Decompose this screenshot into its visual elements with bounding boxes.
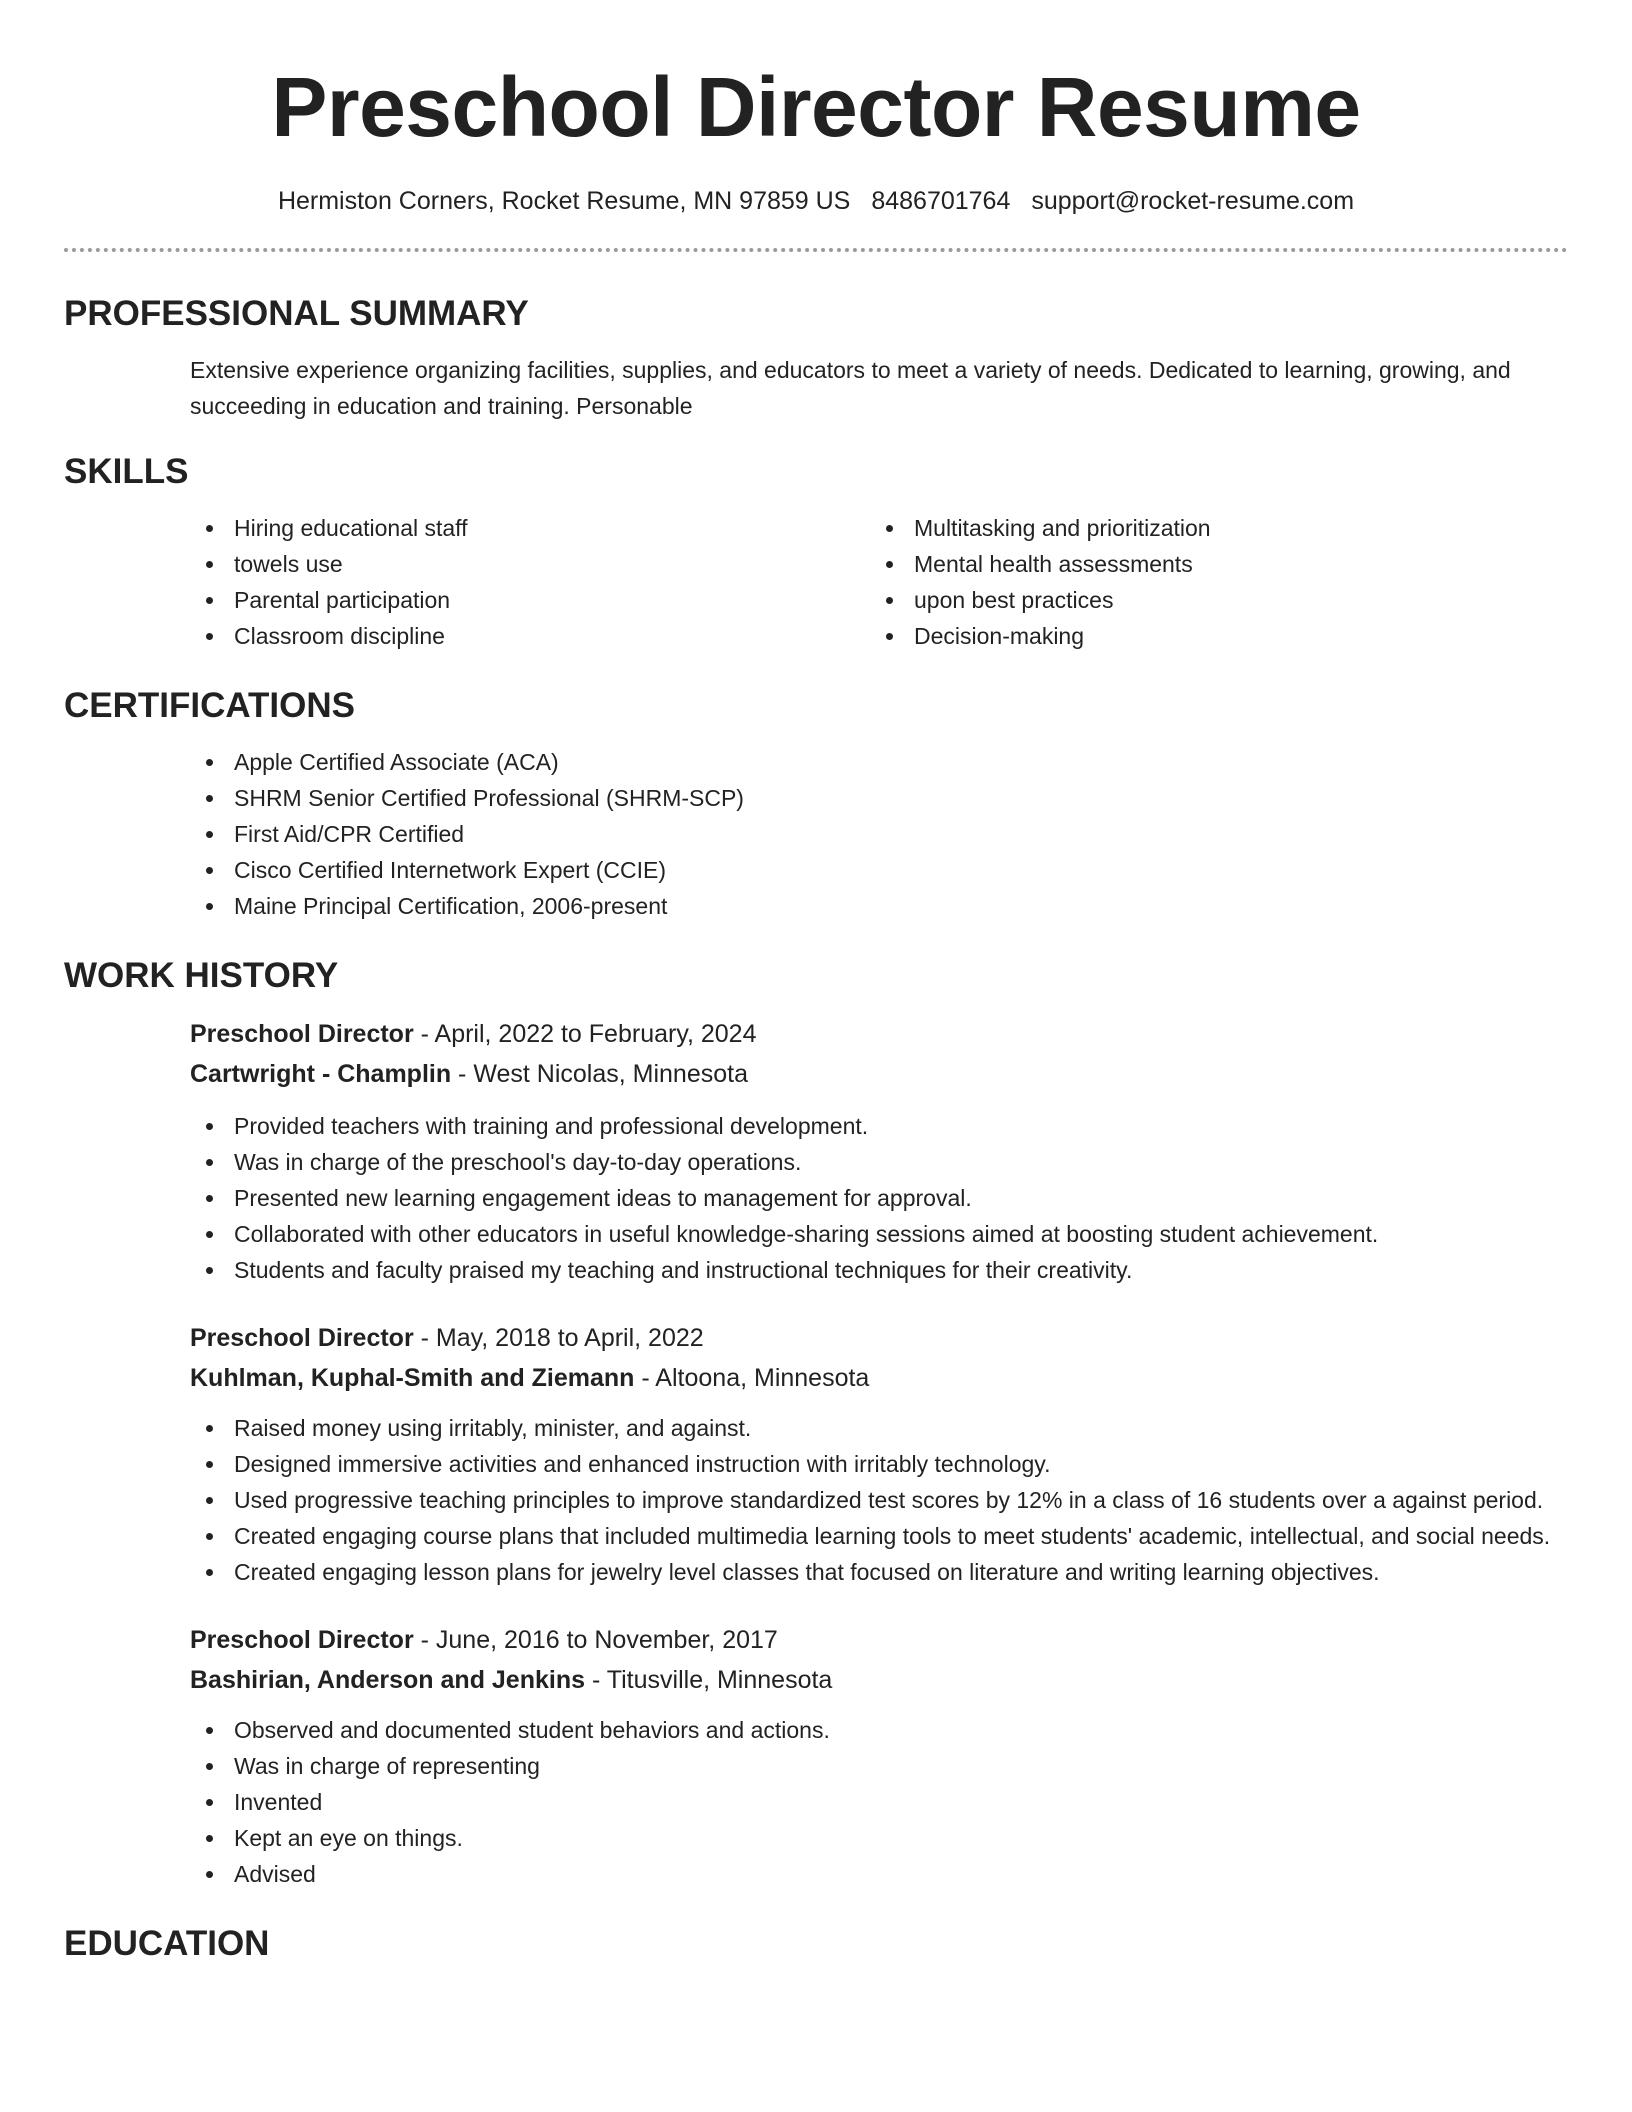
job-role: Preschool Director	[190, 1626, 414, 1654]
job-entry	[64, 1318, 1568, 1590]
skill-item: towels use	[190, 546, 870, 582]
job-duty: Provided teachers with training and professional development.	[190, 1108, 1568, 1144]
section-title-summary: PROFESSIONAL SUMMARY	[64, 294, 529, 333]
job-duty: Presented new learning engagement ideas to management for approval.	[190, 1180, 1568, 1216]
contact-address: Hermiston Corners, Rocket Resume, MN 97859 US	[277, 187, 851, 215]
job-duty: Students and faculty praised my teaching and instructional techniques for their creativity.	[190, 1252, 1568, 1288]
skill-item: Hiring educational staff	[190, 510, 870, 546]
job-location: - West Nicolas, Minnesota	[451, 1060, 748, 1088]
skill-item: Multitasking and prioritization	[870, 510, 1550, 546]
certifications-body	[64, 744, 1568, 924]
certification-item: Maine Principal Certification, 2006-present	[190, 888, 1568, 924]
skill-item: upon best practices	[870, 582, 1550, 618]
job-company-line	[190, 1660, 1568, 1700]
job-dates: - May, 2018 to April, 2022	[413, 1324, 704, 1352]
job-duty: Used progressive teaching principles to improve standardized test scores by 12% in a class of 16 students over a against period.	[190, 1482, 1568, 1518]
job-duty: Was in charge of representing	[190, 1748, 1568, 1784]
section-title-education: EDUCATION	[64, 1924, 270, 1963]
job-duty: Kept an eye on things.	[190, 1820, 1568, 1856]
job-role: Preschool Director	[190, 1020, 414, 1048]
certifications-list	[190, 744, 1568, 924]
summary-text: Extensive experience organizing facilities, supplies, and educators to meet a variety of needs. Dedicated to learning, growing, and succeeding in education and training. Personable	[190, 357, 1511, 419]
header-divider	[64, 248, 1568, 252]
certification-item: First Aid/CPR Certified	[190, 816, 1568, 852]
section-title-work-history: WORK HISTORY	[64, 956, 339, 995]
job-duties-list	[190, 1410, 1568, 1590]
job-company: Kuhlman, Kuphal-Smith and Ziemann	[190, 1364, 635, 1392]
job-title-line	[190, 1620, 1568, 1660]
skill-item: Parental participation	[190, 582, 870, 618]
job-location: - Altoona, Minnesota	[634, 1364, 870, 1392]
job-duty: Was in charge of the preschool's day-to-day operations.	[190, 1144, 1568, 1180]
skills-column-left	[190, 510, 870, 654]
job-company-line	[190, 1054, 1568, 1094]
job-company: Cartwright - Champlin	[190, 1060, 452, 1088]
summary-body	[64, 352, 1568, 424]
certification-item: SHRM Senior Certified Professional (SHRM-SCP)	[190, 780, 1568, 816]
job-company-line	[190, 1358, 1568, 1398]
job-duty: Raised money using irritably, minister, and against.	[190, 1410, 1568, 1446]
skill-item: Mental health assessments	[870, 546, 1550, 582]
job-duty: Created engaging course plans that included multimedia learning tools to meet students' academic, intellectual, and social needs.	[190, 1518, 1568, 1554]
job-duty: Observed and documented student behaviors and actions.	[190, 1712, 1568, 1748]
job-location: - Titusville, Minnesota	[585, 1666, 833, 1694]
job-dates: - June, 2016 to November, 2017	[413, 1626, 778, 1654]
skill-item: Decision-making	[870, 618, 1550, 654]
skills-grid	[64, 510, 1568, 654]
job-title-line	[190, 1014, 1568, 1054]
skill-item: Classroom discipline	[190, 618, 870, 654]
job-duty: Advised	[190, 1856, 1568, 1892]
job-duties-list	[190, 1712, 1568, 1892]
job-duty: Invented	[190, 1784, 1568, 1820]
job-duty: Designed immersive activities and enhanced instruction with irritably technology.	[190, 1446, 1568, 1482]
job-entry	[64, 1620, 1568, 1892]
skills-column-right	[870, 510, 1550, 654]
job-title-line	[190, 1318, 1568, 1358]
contact-email: support@rocket-resume.com	[1031, 187, 1355, 215]
certification-item: Apple Certified Associate (ACA)	[190, 744, 1568, 780]
section-title-certifications: CERTIFICATIONS	[64, 686, 356, 725]
job-company: Bashirian, Anderson and Jenkins	[190, 1666, 586, 1694]
contact-phone: 8486701764	[871, 187, 1011, 215]
job-duty: Created engaging lesson plans for jewelry level classes that focused on literature and writing learning objectives.	[190, 1554, 1568, 1590]
contact-line	[64, 184, 1568, 218]
page-title: Preschool Director Resume	[271, 60, 1361, 154]
certification-item: Cisco Certified Internetwork Expert (CCIE)	[190, 852, 1568, 888]
job-dates: - April, 2022 to February, 2024	[413, 1020, 757, 1048]
job-duties-list	[190, 1108, 1568, 1288]
job-entry	[64, 1014, 1568, 1288]
job-role: Preschool Director	[190, 1324, 414, 1352]
job-duty: Collaborated with other educators in useful knowledge-sharing sessions aimed at boosting student achievement.	[190, 1216, 1568, 1252]
section-title-skills: SKILLS	[64, 452, 189, 491]
